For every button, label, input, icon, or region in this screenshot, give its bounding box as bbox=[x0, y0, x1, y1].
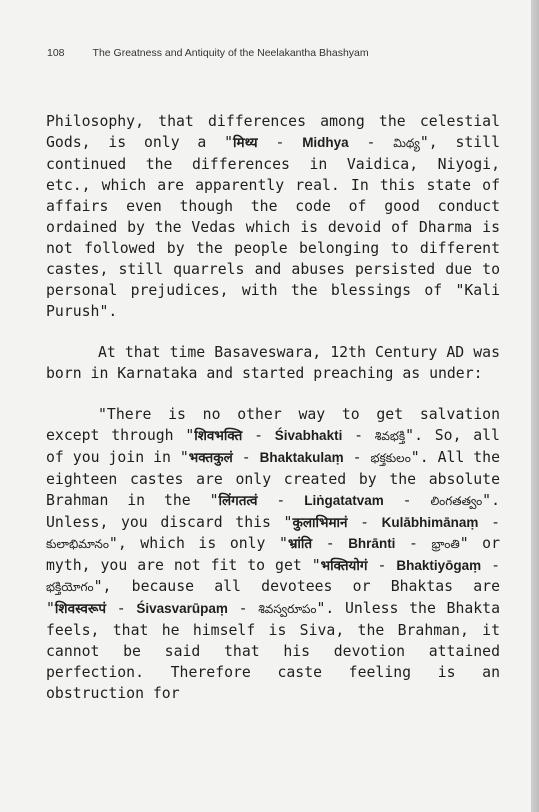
telugu-term: శివభక్తి bbox=[374, 429, 406, 443]
separator: - bbox=[312, 535, 349, 552]
separator: - bbox=[227, 600, 259, 617]
separator: - bbox=[257, 134, 303, 151]
page-body bbox=[46, 111, 500, 704]
transliterated-term: Bhrānti bbox=[348, 536, 396, 551]
paragraph-2: At that time Basaveswara, 12th Century AD was born in Karnataka and started preaching as under: bbox=[46, 344, 500, 382]
page-number: 108 bbox=[47, 47, 65, 59]
telugu-term: భక్తకులం bbox=[370, 451, 411, 465]
devanagari-term: शिवभक्ति bbox=[194, 428, 243, 443]
running-header bbox=[47, 47, 487, 59]
separator: - bbox=[106, 600, 137, 617]
text-run: ", still continued the differences in Vaidica, Niyogi, etc., which are apparently real. In this state of affairs even though the code of good conduct ordained by the Vedas which is devoid of Dharma is not followed by the people belonging to different castes, still quarrels and abuses persisted due to personal prejudices, with the blessings of "Kali Purush". bbox=[46, 134, 500, 320]
telugu-term: కులాభిమానం bbox=[46, 537, 109, 551]
separator: - bbox=[242, 427, 275, 444]
telugu-term: భక్తియోగం bbox=[46, 580, 94, 594]
separator: - bbox=[383, 492, 431, 509]
separator: - bbox=[481, 557, 500, 574]
page-edge bbox=[531, 0, 539, 812]
text-run: ". So, all of you join in " bbox=[46, 427, 500, 466]
telugu-term: భ్రాంతి bbox=[431, 537, 460, 551]
transliterated-term: Bhaktiyōgaṃ bbox=[396, 558, 482, 573]
text-run: ". Unless the Bhakta feels, that he himself is Siva, the Brahman, it cannot be said that his devotion attained perfection. Therefore caste feeling is an obstruction for bbox=[46, 600, 500, 702]
separator: - bbox=[347, 514, 382, 531]
telugu-term: మిథ్య bbox=[393, 136, 420, 150]
devanagari-term: लिंगतत्वं bbox=[218, 493, 258, 508]
text-run: Philosophy, that differences among the celestial Gods, is only a " bbox=[46, 113, 500, 151]
text-run: " or myth, you are not fit to get " bbox=[46, 535, 501, 574]
separator: - bbox=[232, 449, 260, 466]
transliterated-term: Śivabhakti bbox=[274, 428, 343, 443]
text-run: ". All the eighteen castes are only created by the absolute Brahman in the " bbox=[46, 449, 500, 509]
separator: - bbox=[343, 449, 371, 466]
devanagari-term: भक्तियोगं bbox=[320, 558, 368, 573]
transliterated-term: Liṅgatatvam bbox=[304, 493, 384, 508]
devanagari-term: मिथ्य bbox=[233, 135, 258, 150]
devanagari-term: भक्तकुलं bbox=[188, 450, 233, 465]
telugu-term: లింగతత్వం bbox=[430, 494, 483, 508]
separator: - bbox=[348, 134, 394, 151]
text-run: ". Unless, you discard this " bbox=[46, 492, 500, 531]
transliterated-term: Kulābhimānaṃ bbox=[381, 515, 479, 530]
text-run: ", which is only " bbox=[108, 535, 288, 552]
separator: - bbox=[257, 492, 305, 509]
transliterated-term: Midhya bbox=[302, 135, 349, 150]
separator: - bbox=[342, 427, 375, 444]
text-run: ", because all devotees or Bhaktas are " bbox=[46, 578, 500, 617]
devanagari-term: कुलाभिमानं bbox=[292, 515, 348, 530]
paragraph-3 bbox=[46, 404, 500, 704]
transliterated-term: Śivasvarūpaṃ bbox=[136, 601, 228, 616]
separator: - bbox=[478, 514, 500, 531]
telugu-term: శివస్వరూపం bbox=[258, 602, 317, 616]
running-title: The Greatness and Antiquity of the Neelakantha Bhashyam bbox=[92, 47, 369, 59]
separator: - bbox=[395, 535, 432, 552]
separator: - bbox=[367, 557, 397, 574]
devanagari-term: शिवस्वरूपं bbox=[54, 601, 107, 616]
paragraph-1 bbox=[46, 111, 500, 322]
transliterated-term: Bhaktakulaṃ bbox=[259, 450, 344, 465]
devanagari-term: भ्रांति bbox=[287, 536, 313, 551]
text-run: "There is no other way to get salvation except through " bbox=[46, 406, 500, 444]
